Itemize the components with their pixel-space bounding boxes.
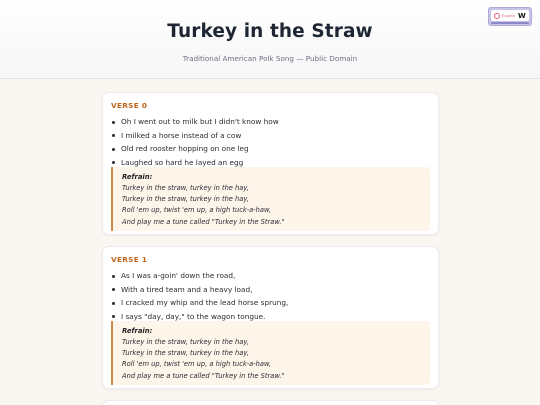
verse-line: I says "day, day," to the wagon tongue.	[111, 310, 288, 324]
verse-title: VERSE 1	[111, 255, 148, 264]
page-header	[0, 0, 540, 79]
refrain-line: Turkey in the straw, turkey in the hay,	[122, 184, 249, 192]
verse-title: VERSE 0	[111, 101, 148, 110]
verse-line: With a tired team and a heavy load,	[111, 283, 288, 297]
verse-lines	[111, 115, 279, 169]
verse-line: As I was a-goin' down the road,	[111, 269, 288, 283]
language-label: English	[502, 13, 515, 18]
refrain-lines	[122, 183, 285, 228]
refrain-line: Turkey in the straw, turkey in the hay,	[122, 195, 249, 204]
page-subtitle: Traditional American Polk Song — Public Domain	[182, 54, 358, 63]
refrain-block	[111, 167, 430, 231]
verse-line: Old red rooster hopping on one leg	[111, 142, 279, 156]
refrain-line: And play me a tune called "Turkey in the Straw."	[122, 371, 285, 380]
language-selector[interactable]	[488, 7, 532, 26]
refrain-line: Roll 'em up, twist 'em up, a high tuck-a-haw,	[122, 206, 272, 215]
globe-icon	[494, 13, 500, 19]
language-selector-inner[interactable]	[491, 10, 529, 21]
refrain-line: Turkey in the straw, turkey in the hay,	[122, 349, 249, 358]
refrain-line: Roll 'em up, twist 'em up, a high tuck-a-haw,	[122, 360, 272, 369]
verse-line: Oh I went out to milk but I didn't know how	[111, 115, 279, 129]
language-selector-bar	[491, 22, 529, 24]
refrain-title: Refrain:	[122, 327, 153, 335]
verse-card	[102, 246, 439, 389]
verse-line: Laughed so hard he layed an egg	[111, 156, 279, 170]
page-title: Turkey in the Straw	[167, 21, 373, 42]
refrain-line: Turkey in the straw, turkey in the hay,	[122, 338, 249, 346]
refrain-block	[111, 321, 430, 385]
verse-line: I milked a horse instead of a cow	[111, 129, 279, 143]
refrain-lines	[122, 337, 285, 382]
w-logo-icon: W	[517, 11, 526, 20]
verse-line: I cracked my whip and the lead horse sprung,	[111, 296, 288, 310]
verse-lines	[111, 269, 288, 323]
verse-card-partial	[102, 400, 439, 405]
refrain-title: Refrain:	[122, 173, 153, 181]
verse-card	[102, 92, 439, 235]
refrain-line: And play me a tune called "Turkey in the Straw."	[122, 217, 285, 226]
